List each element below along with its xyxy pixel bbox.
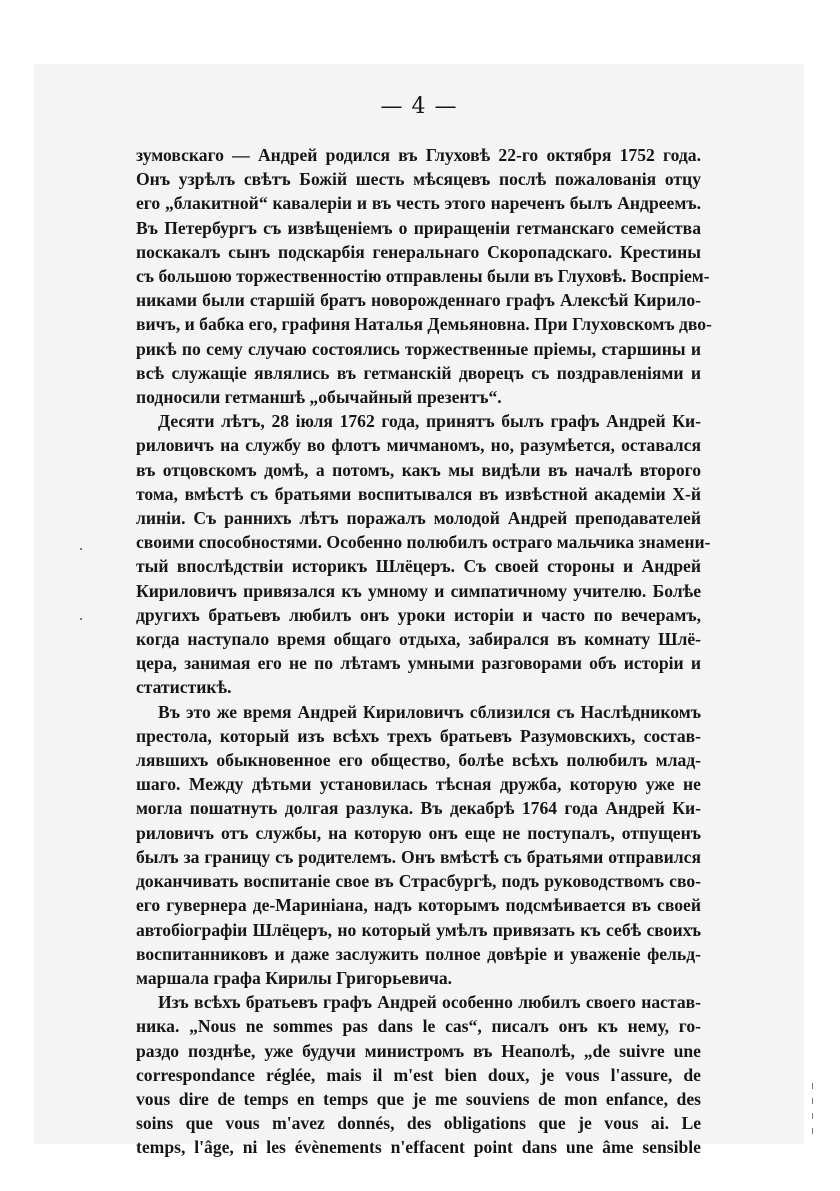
text-line: correspondance réglée, mais il m'est bien doux, je vous l'assure, de [136, 1064, 701, 1085]
text-line: зумовскаго — Андрей родился въ Глуховѣ 22-го октября 1752 года. [136, 145, 701, 165]
text-line: поскакалъ сынъ подскарбія генеральнаго Скоропадскаго. Крестины [136, 241, 701, 262]
text-line: Онъ узрѣлъ свѣтъ Божій шесть мѣсяцевъ послѣ пожалованія отцу [136, 169, 701, 190]
text-line: тома, вмѣстѣ съ братьями воспитывался въ извѣстной академіи Х-й [136, 483, 701, 504]
paragraph-2 [136, 409, 711, 699]
paragraph-3 [136, 700, 701, 990]
text-line: его гувернера де-Мариніана, надъ которымъ подсмѣивается въ своей [136, 895, 701, 916]
text-body [136, 143, 712, 1160]
text-line: шаго. Между дѣтьми установилась тѣсная дружба, которую уже не [136, 774, 701, 795]
text-line: Въ Петербургъ съ извѣщеніемъ о приращеніи гетманскаго семейства [136, 217, 701, 238]
text-line: былъ за границу съ родителемъ. Онъ вмѣстѣ съ братьями отправился [136, 846, 701, 867]
text-line: автобіографіи Шлёцеръ, но который умѣлъ привязать къ себѣ своихъ [136, 919, 701, 940]
text-line: подносили гетманшѣ „обычайный презентъ“. [136, 387, 502, 408]
text-line: Изъ всѣхъ братьевъ графъ Андрей особенно любилъ своего настав- [158, 992, 701, 1013]
margin-dash [812, 1113, 813, 1119]
margin-dash [812, 1098, 813, 1104]
text-line: soins que vous m'avez donnés, des obligations que je vous ai. Le [136, 1113, 701, 1134]
text-line: доканчивать воспитаніе свое въ Страсбургѣ, подъ руководствомъ сво- [136, 871, 701, 892]
text-line: Въ это же время Андрей Кириловичъ сблизился съ Наслѣдникомъ [158, 701, 701, 722]
text-line: престола, который изъ всѣхъ трехъ братьевъ Разумовскихъ, состав- [136, 725, 701, 746]
text-line: Кириловичъ привязался къ умному и симпатичному учителю. Болѣе [136, 580, 701, 601]
scan-speck [80, 618, 82, 620]
text-line: статистикѣ. [136, 677, 232, 698]
text-line: никами были старшій братъ новорожденнаго графъ Алексѣй Кирило- [136, 290, 701, 311]
scan-speck [80, 548, 82, 550]
page-number: — 4 — [380, 94, 458, 119]
paragraph-4 [136, 990, 701, 1159]
paragraph-1 [136, 143, 712, 409]
text-line: другихъ братьевъ любилъ онъ уроки исторіи и часто по вечерамъ, [136, 604, 701, 625]
text-line: ника. „Nous ne sommes pas dans le cas“, писалъ онъ къ нему, го- [136, 1016, 701, 1037]
text-line: съ большою торжественностію отправлены были въ Глуховѣ. Воспріем- [136, 266, 710, 287]
text-line: цера, занимая его не по лѣтамъ умными разговорами объ исторіи и [136, 653, 701, 674]
text-line: своими способностями. Особенно полюбилъ остраго мальчика знамени- [136, 532, 711, 553]
text-line: vous dire de temps en temps que je me souviens de mon enfance, des [136, 1088, 701, 1109]
margin-dash [812, 1083, 813, 1089]
text-line: лявшихъ обыкновенное его общество, болѣе всѣхъ полюбилъ млад- [136, 750, 701, 771]
text-line: Десяти лѣтъ, 28 іюля 1762 года, принятъ былъ графъ Андрей Ки- [158, 411, 701, 432]
text-line: тый впослѣдствіи историкъ Шлёцеръ. Съ своей стороны и Андрей [136, 556, 701, 577]
text-line: всѣ служащіе являлись въ гетманскій дворецъ съ поздравленіями и [136, 362, 701, 383]
text-line: раздо позднѣе, уже будучи министромъ въ Неаполѣ, „de suivre une [136, 1040, 701, 1061]
margin-dash [812, 1128, 813, 1134]
text-line: могла пошатнуть долгая разлука. Въ декабрѣ 1764 года Андрей Ки- [136, 798, 701, 819]
text-line: маршала графа Кирилы Григорьевича. [136, 967, 453, 988]
text-line: вичъ, и бабка его, графиня Наталья Демьяновна. При Глуховскомъ дво- [136, 314, 712, 335]
text-line: temps, l'âge, ni les évènements n'effacent point dans une âme sensible [136, 1137, 701, 1158]
text-line: рикѣ по сему случаю состоялись торжественные пріемы, старшины и [136, 338, 701, 359]
text-line: въ отцовскомъ домѣ, а потомъ, какъ мы видѣли въ началѣ второго [136, 459, 701, 480]
scanned-page [34, 64, 804, 1158]
text-line: его „блакитной“ кавалеріи и въ честь этого нареченъ былъ Андреемъ. [136, 193, 701, 214]
text-line: риловичъ на службу во флотъ мичманомъ, но, разумѣется, оставался [136, 435, 701, 456]
text-line: воспитанниковъ и даже заслужить полное довѣріе и уваженіе фельд- [136, 943, 701, 964]
text-line: когда наступало время общаго отдыха, забирался въ комнату Шлё- [136, 629, 701, 650]
text-line: линіи. Съ раннихъ лѣтъ поражалъ молодой Андрей преподавателей [136, 508, 701, 529]
text-line: риловичъ отъ службы, на которую онъ еще не поступалъ, отпущенъ [136, 822, 701, 843]
